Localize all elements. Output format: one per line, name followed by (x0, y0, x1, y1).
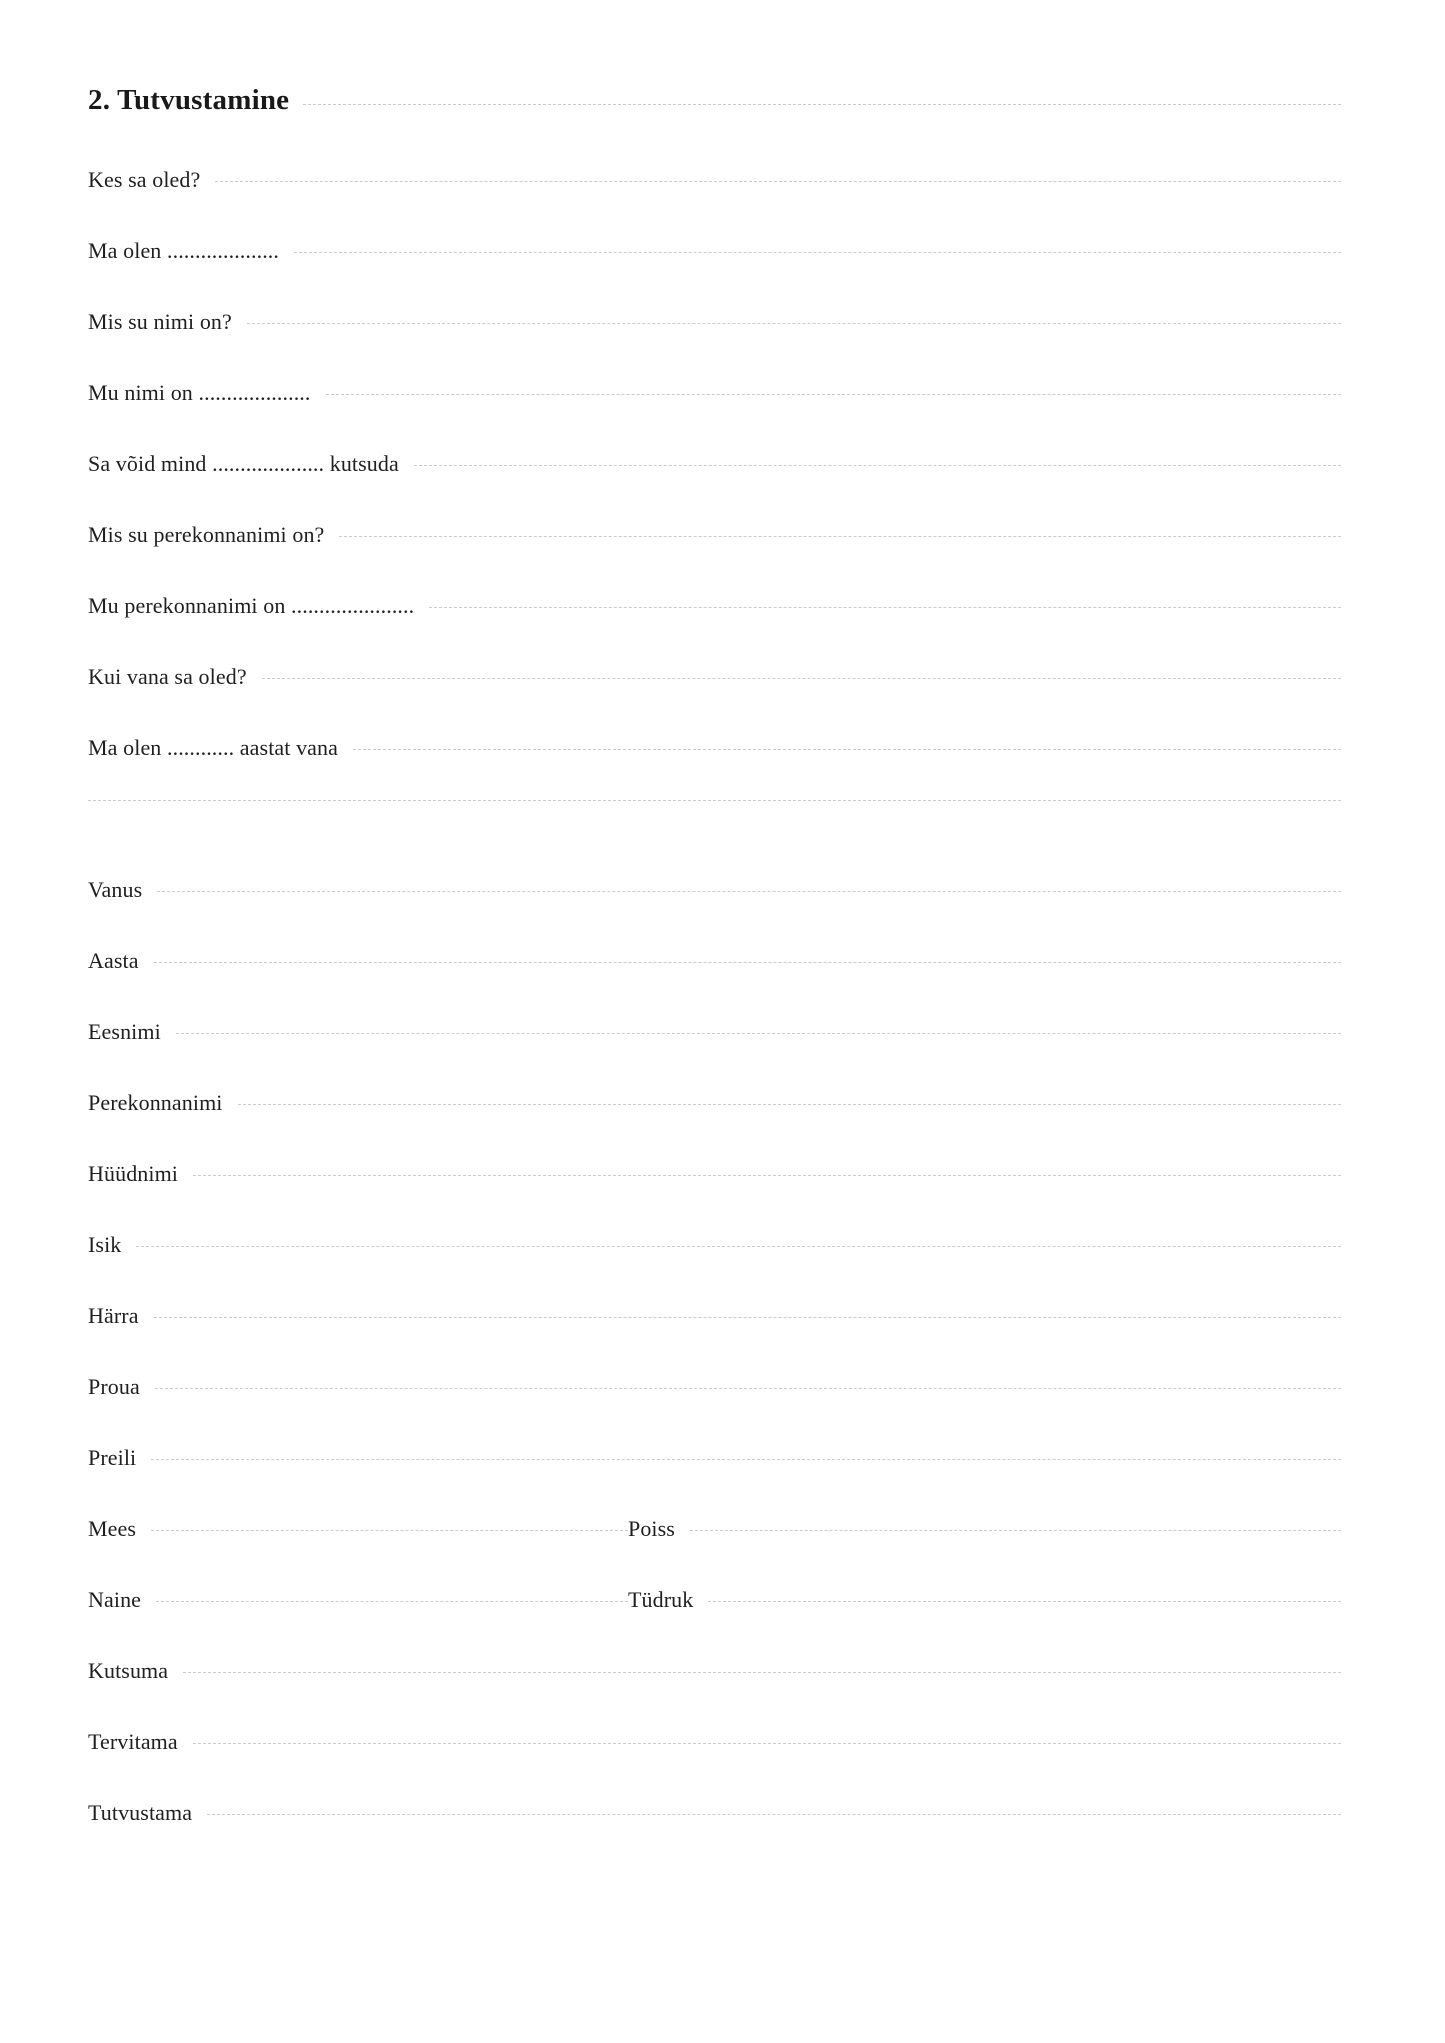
row-write-line-left[interactable] (156, 1601, 628, 1602)
worksheet-row (88, 451, 1341, 522)
page-title: 2. Tutvustamine (88, 84, 290, 116)
vocabulary-section (88, 877, 1341, 1516)
row-write-line[interactable] (157, 891, 1341, 892)
row-label: Ma olen .................... (88, 238, 280, 263)
page-title-row (88, 84, 1341, 117)
row-write-line[interactable] (414, 465, 1341, 466)
worksheet-row (88, 238, 1341, 309)
row-label: Mis su perekonnanimi on? (88, 522, 325, 547)
row-label: Härra (88, 1303, 139, 1328)
row-write-line[interactable] (238, 1104, 1342, 1105)
row-write-line[interactable] (215, 181, 1341, 182)
row-write-line-left[interactable] (151, 1530, 628, 1531)
worksheet-row (88, 1232, 1341, 1303)
row-label: Vanus (88, 877, 143, 902)
row-label: Isik (88, 1232, 122, 1257)
separator-line (88, 800, 1341, 801)
paired-section (88, 1516, 1341, 1658)
title-dotted-rule (303, 104, 1341, 105)
row-label-left: Naine (88, 1587, 142, 1612)
worksheet-row (88, 167, 1341, 238)
row-label: Mu nimi on .................... (88, 380, 311, 405)
worksheet-row (88, 948, 1341, 1019)
worksheet-row (88, 1161, 1341, 1232)
row-label: Kui vana sa oled? (88, 664, 247, 689)
row-write-line[interactable] (193, 1743, 1341, 1744)
row-label: Ma olen ............ aastat vana (88, 735, 339, 760)
row-write-line[interactable] (207, 1814, 1341, 1815)
row-write-line-right[interactable] (708, 1601, 1341, 1602)
row-write-line[interactable] (262, 678, 1341, 679)
row-label-right: Tüdruk (628, 1587, 694, 1612)
row-label: Mu perekonnanimi on ...................... (88, 593, 415, 618)
worksheet-row (88, 1729, 1341, 1800)
row-write-line[interactable] (176, 1033, 1341, 1034)
worksheet-row (88, 1374, 1341, 1445)
row-label-left: Mees (88, 1516, 137, 1541)
row-write-line[interactable] (339, 536, 1341, 537)
row-label: Eesnimi (88, 1019, 161, 1044)
worksheet-row (88, 1658, 1341, 1729)
worksheet-row (88, 1090, 1341, 1161)
row-label: Sa võid mind .................... kutsuda (88, 451, 399, 476)
row-write-line[interactable] (154, 962, 1341, 963)
dialogue-section (88, 167, 1341, 806)
worksheet-row (88, 877, 1341, 948)
row-write-line[interactable] (183, 1672, 1341, 1673)
worksheet-row (88, 309, 1341, 380)
row-label-right: Poiss (628, 1516, 675, 1541)
row-write-line[interactable] (193, 1175, 1341, 1176)
row-label: Kutsuma (88, 1658, 169, 1683)
section-separator-row (88, 806, 1341, 877)
worksheet-row-paired (88, 1587, 1341, 1658)
verbs-section (88, 1658, 1341, 1871)
worksheet-row (88, 664, 1341, 735)
row-label: Tutvustama (88, 1800, 193, 1825)
row-write-line[interactable] (155, 1388, 1341, 1389)
worksheet-row (88, 380, 1341, 451)
row-write-line-right[interactable] (690, 1530, 1341, 1531)
worksheet-row (88, 1800, 1341, 1871)
row-label: Hüüdnimi (88, 1161, 179, 1186)
worksheet-row (88, 1445, 1341, 1516)
worksheet-row (88, 522, 1341, 593)
worksheet-row (88, 1303, 1341, 1374)
row-label: Tervitama (88, 1729, 178, 1754)
row-write-line[interactable] (151, 1459, 1341, 1460)
row-write-line[interactable] (353, 749, 1341, 750)
worksheet-row (88, 735, 1341, 806)
row-label: Kes sa oled? (88, 167, 201, 192)
row-label: Aasta (88, 948, 139, 973)
worksheet-row-paired (88, 1516, 1341, 1587)
row-write-line[interactable] (429, 607, 1341, 608)
row-label: Perekonnanimi (88, 1090, 223, 1115)
row-write-line[interactable] (247, 323, 1341, 324)
row-label: Mis su nimi on? (88, 309, 232, 334)
row-write-line[interactable] (154, 1317, 1341, 1318)
worksheet-row (88, 1019, 1341, 1090)
worksheet-row (88, 593, 1341, 664)
row-write-line[interactable] (136, 1246, 1341, 1247)
row-label: Preili (88, 1445, 137, 1470)
row-write-line[interactable] (326, 394, 1342, 395)
row-write-line[interactable] (294, 252, 1341, 253)
row-label: Proua (88, 1374, 140, 1399)
